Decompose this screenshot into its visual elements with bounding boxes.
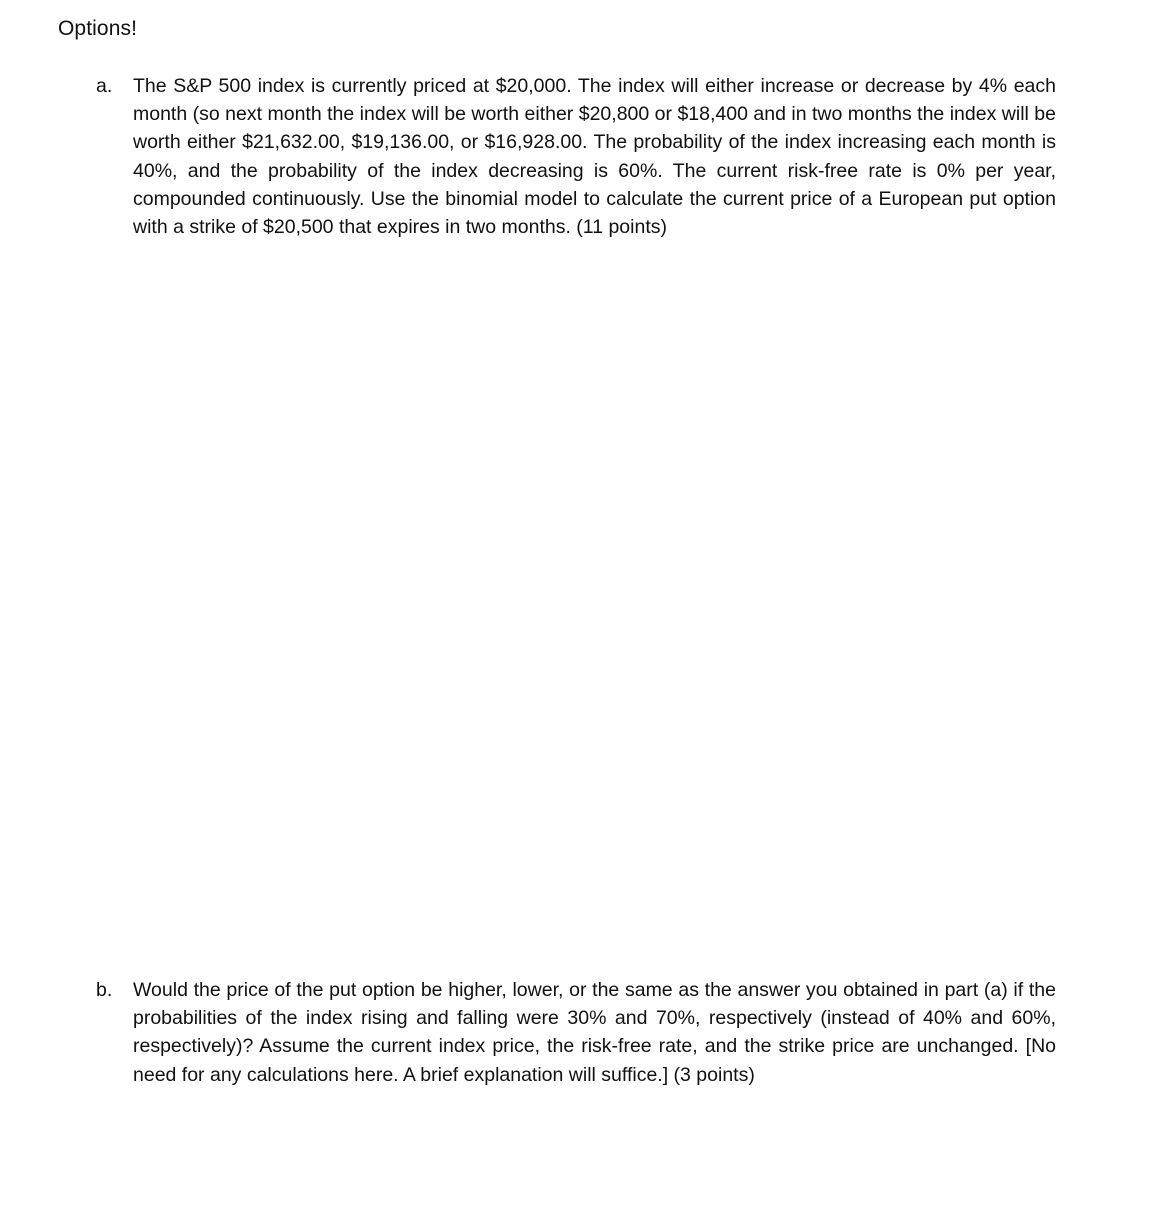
question-a-marker: a.: [96, 75, 113, 97]
question-b-text: Would the price of the put option be higher, lower, or the same as the answer you obtained in part (a) if the probabilities of the index rising and falling were 30% and 70%, respectively (instead of 40% and 60%, respectively)? Assume the current index price, the risk-free rate, and the strike price are unchanged. [No need for any calculations here. A brief explanation will suffice.] (3 points): [133, 979, 1056, 1086]
question-b-marker: b.: [96, 979, 113, 1001]
question-a-text: The S&P 500 index is currently priced at $20,000. The index will either increase or decrease by 4% each month (so next month the index will be worth either $20,800 or $18,400 and in two months the index will be worth either $21,632.00, $19,136.00, or $16,928.00. The probability of the index increasing each month is 40%, and the probability of the index decreasing is 60%. The current risk-free rate is 0% per year, compounded continuously. Use the binomial model to calculate the current price of a European put option with a strike of $20,500 that expires in two months. (11 points): [133, 75, 1056, 239]
question-b: [96, 976, 1056, 1089]
question-a: [96, 72, 1056, 241]
page-title: Options!: [58, 17, 138, 40]
